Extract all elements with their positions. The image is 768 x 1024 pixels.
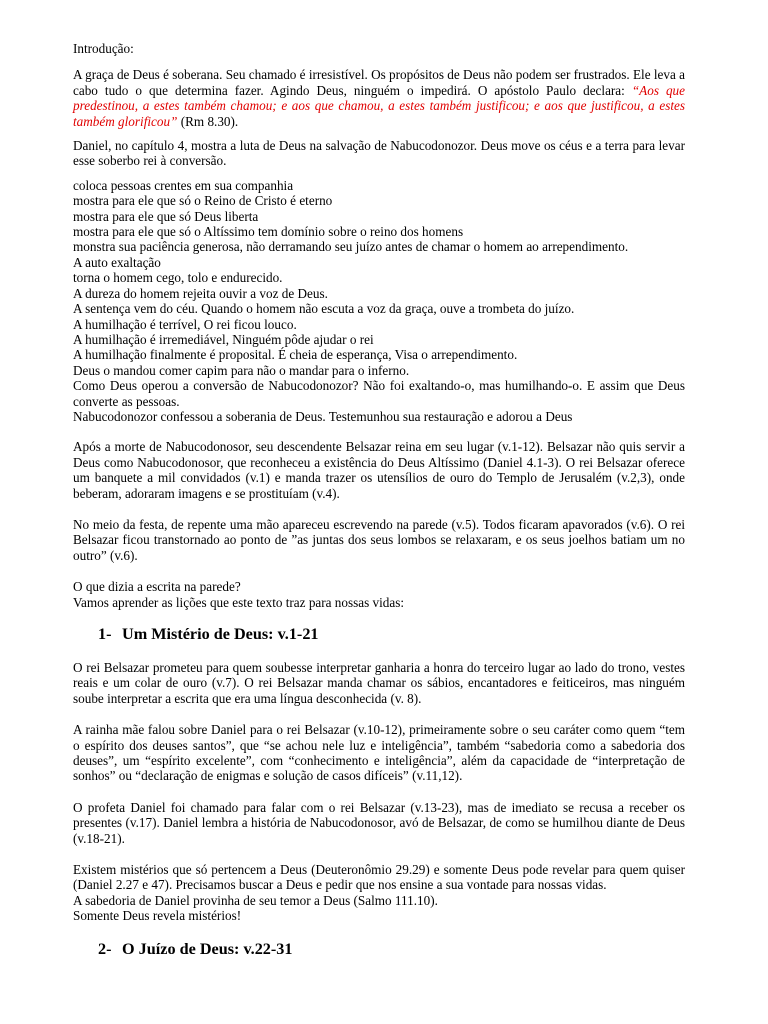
section-number: 2- — [98, 939, 112, 958]
daniel-chapter4-paragraph: Daniel, no capítulo 4, mostra a luta de Deus na salvação de Nabucodonozor. Deus move os céus e a terra para levar esse soberbo rei à conversão. — [73, 138, 685, 169]
document-page — [73, 41, 685, 975]
list-line: mostra para ele que só o Altíssimo tem domínio sobre o reino dos homens — [73, 224, 464, 240]
list-line: mostra para ele que só o Reino de Cristo é eterno — [73, 193, 333, 209]
question-block — [73, 579, 685, 610]
queen-paragraph: A rainha mãe falou sobre Daniel para o rei Belsazar (v.10-12), primeiramente sobre o seu caráter como quem “tem o espírito dos deuses santos”, que “se achou nele luz e inteligência”, também “sabedoria como a sabedoria dos deuses”, um “espírito excelente”, com “conhecimento e inteligência”, além da capacidade de “interpretação de sonhos” ou “declaração de enigmas e solução de casos difíceis” (v.11,12). — [73, 722, 685, 784]
intro-title: Introdução: — [73, 41, 134, 56]
section-title: O Juízo de Deus: v.22-31 — [122, 939, 293, 958]
list-line: A dureza do homem rejeita ouvir a voz de Deus. — [73, 285, 328, 301]
list-line: A humilhação finalmente é proposital. É cheia de esperança, Visa o arrependimento. — [73, 347, 518, 363]
romans-quote: “Aos que predestinou, a estes também chamou; e aos que chamou, a estes também justificou; e aos que justificou, a estes também glorificou” — [73, 82, 686, 129]
confession-line: Nabucodonozor confessou a soberania de Deus. Testemunhou sua restauração e adorou a Deus — [73, 408, 573, 424]
list-line: A sentença vem do céu. Quando o homem não escuta a voz da graça, ouve a trombeta do juízo. — [73, 301, 575, 317]
promise-paragraph: O rei Belsazar prometeu para quem soubesse interpretar ganharia a honra do terceiro lugar ao lado do trono, vestes reais e um colar de ouro (v.7). O rei Belsazar manda chamar os sábios, encantadores e feiticeiros, mas ninguém soube interpretar a escrita que era uma língua desconhecida (v. 8). — [73, 660, 685, 706]
list-line: torna o homem cego, tolo e endurecido. — [73, 270, 283, 286]
list-line: Deus o mandou comer capim para não o mandar para o inferno. — [73, 362, 410, 378]
list-line: coloca pessoas crentes em sua companhia — [73, 177, 294, 193]
feast-paragraph: No meio da festa, de repente uma mão apareceu escrevendo na parede (v.5). Todos ficaram apavorados (v.6). O rei Belsazar ficou transtornado ao ponto de ”as juntas dos seus lombos se relaxaram, e os seus joelhos batiam um no outro” (v.6). — [73, 516, 685, 563]
points-list — [73, 178, 685, 425]
grace-paragraph — [73, 67, 685, 129]
list-line: A auto exaltação — [73, 254, 161, 270]
section-number: 1- — [98, 625, 112, 643]
list-line: A humilhação é irremediável, Ninguém pôde ajudar o rei — [73, 331, 374, 347]
list-line: monstra sua paciência generosa, não derramando seu juízo antes de chamar o homem ao arrependimento. — [73, 239, 629, 255]
lessons-line: Vamos aprender as lições que este texto traz para nossas vidas: — [73, 594, 405, 610]
list-line: mostra para ele que só Deus liberta — [73, 208, 259, 224]
mysteries-paragraph: Existem mistérios que só pertencem a Deus (Deuteronômio 29.29) e somente Deus pode revelar para quem quiser (Daniel 2.27 e 47). Precisamos buscar a Deus e pedir que nos ensine a sua vontade para nossas vidas. — [73, 862, 685, 893]
list-line: A humilhação é terrível, O rei ficou louco. — [73, 316, 297, 332]
mysteries-block — [73, 862, 685, 924]
reveals-line: Somente Deus revela mistérios! — [73, 908, 242, 924]
grace-text: A graça de Deus é soberana. Seu chamado é irresistível. Os propósitos de Deus não podem ser frustrados. Ele leva a cabo tudo o que determina fazer. Agindo Deus, ninguém o impedirá. O apóstolo Paulo declara: — [73, 67, 685, 98]
romans-reference: (Rm 8.30). — [180, 113, 239, 129]
section-title: Um Mistério de Deus: v.1-21 — [122, 625, 319, 643]
question-line: O que dizia a escrita na parede? — [73, 579, 241, 595]
belsazar-paragraph: Após a morte de Nabucodonosor, seu descendente Belsazar reina em seu lugar (v.1-12). Belsazar não quis servir a Deus como Nabucodonosor, que reconheceu a existência do Deus Altíssimo (Daniel 4.1-3). O rei Belsazar oferece um banquete a mil convidados (v.1) e manda trazer os utensílios de ouro do Templo de Jerusalém (v.2,3), onde beberam, adoraram imagens e se prostituíam (v.4). — [73, 439, 685, 501]
section-heading-2 — [98, 940, 685, 958]
conversion-paragraph: Como Deus operou a conversão de Nabucodonozor? Não foi exaltando-o, mas humilhando-o. E assim que Deus converte as pessoas. — [73, 378, 685, 409]
section-heading-1 — [98, 625, 685, 643]
wisdom-line: A sabedoria de Daniel provinha de seu temor a Deus (Salmo 111.10). — [73, 892, 438, 908]
prophet-paragraph: O profeta Daniel foi chamado para falar com o rei Belsazar (v.13-23), mas de imediato se recusa a receber os presentes (v.17). Daniel lembra a história de Nabucodonosor, avó de Belsazar, de como se humilhou diante de Deus (v.18-21). — [73, 799, 685, 846]
